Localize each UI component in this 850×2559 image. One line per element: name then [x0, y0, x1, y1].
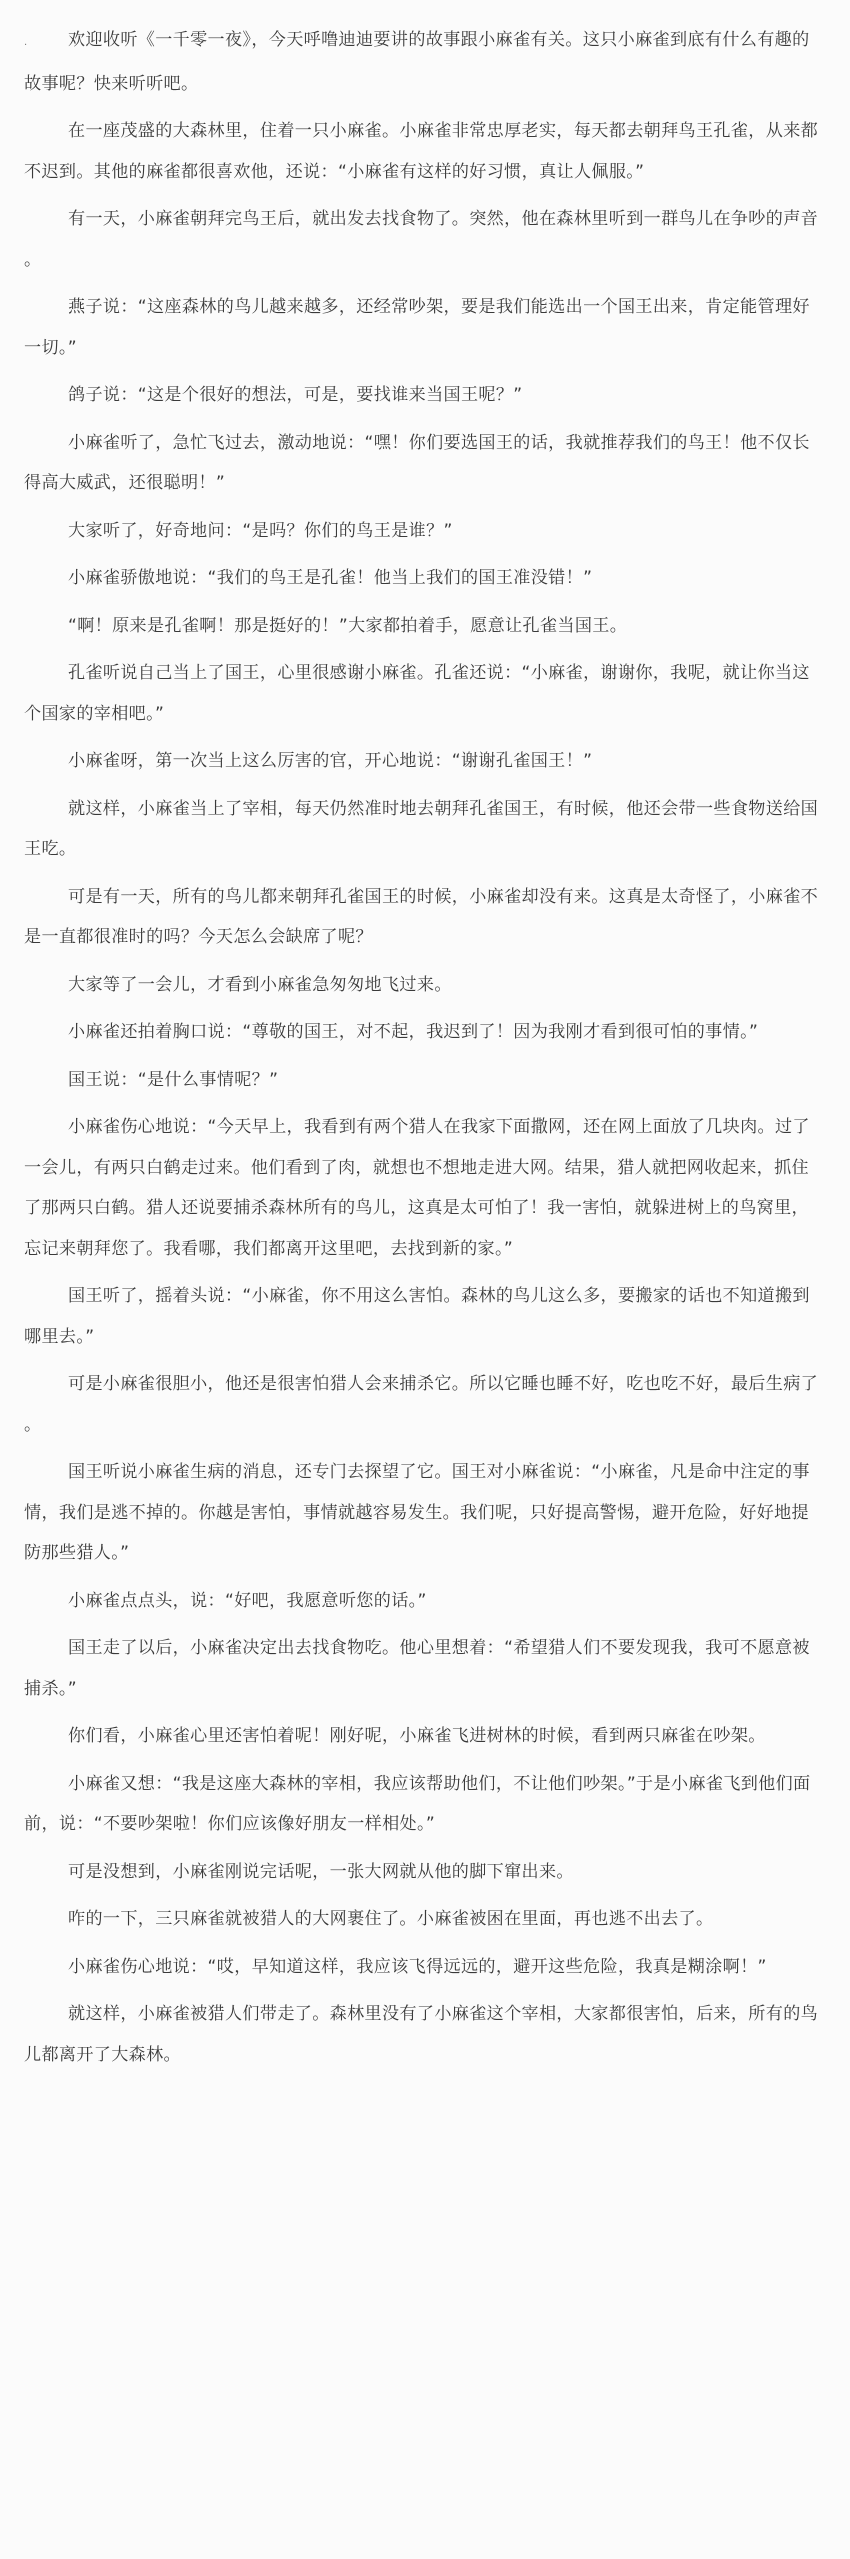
story-paragraph: 小麻雀伤心地说：“哎，早知道这样，我应该飞得远远的，避开这些危险，我真是糊涂啊！” — [68, 1956, 767, 1977]
story-paragraph: 国王走了以后，小麻雀决定出去找食物吃。他心里想着：“希望猎人们不要发现我，我可不愿意被捕杀。” — [24, 1638, 810, 1699]
story-paragraph: 可是没想到，小麻雀刚说完话呢，一张大网就从他的脚下窜出来。 — [68, 1861, 574, 1882]
story-paragraph: 小麻雀还拍着胸口说：“尊敬的国王，对不起，我迟到了！因为我刚才看到很可怕的事情。” — [68, 1022, 759, 1042]
story-paragraph: 国王听了，摇着头说：“小麻雀，你不用这么害怕。森林的鸟儿这么多，要搬家的话也不知道搬到哪里去。” — [24, 1286, 810, 1347]
story-paragraph: 可是有一天，所有的鸟儿都来朝拜孔雀国王的时候，小麻雀却没有来。这真是太奇怪了，小麻雀不是一直都很准时的吗？今天怎么会缺席了呢？ — [24, 886, 819, 947]
lead-mark: . — [24, 37, 28, 48]
story-paragraph: 就这样，小麻雀当上了宰相，每天仍然准时地去朝拜孔雀国王，有时候，他还会带一些食物送给国王吃。 — [24, 798, 819, 859]
story-paragraph: 就这样，小麻雀被猎人们带走了。森林里没有了小麻雀这个宰相，大家都很害怕，后来，所有的鸟儿都离开了大森林。 — [24, 2004, 819, 2065]
story-paragraph: 国王说：“是什么事情呢？” — [68, 1069, 279, 1090]
story-paragraph: 燕子说：“这座森林的鸟儿越来越多，还经常吵架，要是我们能选出一个国王出来，肯定能管理好一切。” — [24, 297, 810, 358]
story-paragraph: 小麻雀听了，急忙飞过去，激动地说：“嘿！你们要选国王的话，我就推荐我们的鸟王！他不仅长得高大威武，还很聪明！” — [24, 432, 810, 493]
story-paragraph: 大家听了，好奇地问：“是吗？你们的鸟王是谁？” — [68, 520, 453, 541]
story-paragraph: 小麻雀又想：“我是这座大森林的宰相，我应该帮助他们，不让他们吵架。”于是小麻雀飞到他们面前，说：“不要吵架啦！你们应该像好朋友一样相处。” — [24, 1773, 811, 1834]
story-paragraph: 小麻雀点点头，说：“好吧，我愿意听您的话。” — [68, 1590, 427, 1611]
story-paragraph: 孔雀听说自己当上了国王，心里很感谢小麻雀。孔雀还说：“小麻雀，谢谢你，我呢，就让你当这个国家的宰相吧。” — [24, 663, 810, 724]
story-paragraph: 你们看，小麻雀心里还害怕着呢！刚好呢，小麻雀飞进树林的时候，看到两只麻雀在吵架。 — [68, 1726, 766, 1746]
paragraph-text: 欢迎收听《一千零一夜》，今天呼噜迪迪要讲的故事跟小麻雀有关。这只小麻雀到底有什么有趣的故事呢？快来听听吧。 — [24, 30, 810, 94]
story-paragraph: 小麻雀伤心地说：“今天早上，我看到有两个猎人在我家下面撒网，还在网上面放了几块肉。过了一会儿，有两只白鹤走过来。他们看到了肉，就想也不想地走进大网。结果，猎人就把网收起来，抓住了那两只白鹤。猎人还说要捕杀森林所有的鸟儿，这真是太可怕了！我一害怕，就躲进树上的鸟窝里，忘记来朝拜您了。我看哪，我们都离开这里吧，去找到新的家。” — [24, 1117, 810, 1259]
story-paragraph: 有一天，小麻雀朝拜完鸟王后，就出发去找食物了。突然，他在森林里听到一群鸟儿在争吵的声音。 — [24, 209, 819, 270]
story-paragraph: 小麻雀骄傲地说：“我们的鸟王是孔雀！他当上我们的国王准没错！” — [68, 568, 593, 588]
story-paragraph: 大家等了一会儿，才看到小麻雀急匆匆地飞过来。 — [68, 974, 452, 995]
story-paragraph: 可是小麻雀很胆小，他还是很害怕猎人会来捕杀它。所以它睡也睡不好，吃也吃不好，最后生病了。 — [24, 1374, 819, 1435]
story-paragraph: 在一座茂盛的大森林里，住着一只小麻雀。小麻雀非常忠厚老实，每天都去朝拜鸟王孔雀，从来都不迟到。其他的麻雀都很喜欢他，还说：“小麻雀有这样的好习惯，真让人佩服。” — [24, 121, 819, 182]
story-paragraph: 咋的一下，三只麻雀就被猎人的大网裹住了。小麻雀被困在里面，再也逃不出去了。 — [68, 1909, 714, 1929]
story-paragraph: 小麻雀呀，第一次当上这么厉害的官，开心地说：“谢谢孔雀国王！” — [68, 751, 593, 771]
story-paragraph: “啊！原来是孔雀啊！那是挺好的！”大家都拍着手，愿意让孔雀当国王。 — [68, 615, 628, 636]
story-paragraph-intro — [24, 20, 826, 104]
story-paragraph: 国王听说小麻雀生病的消息，还专门去探望了它。国王对小麻雀说：“小麻雀，凡是命中注定的事情，我们是逃不掉的。你越是害怕，事情就越容易发生。我们呢，只好提高警惕，避开危险，好好地提防那些猎人。” — [24, 1462, 810, 1563]
story-paragraph: 鸽子说：“这是个很好的想法，可是，要找谁来当国王呢？” — [68, 385, 523, 405]
